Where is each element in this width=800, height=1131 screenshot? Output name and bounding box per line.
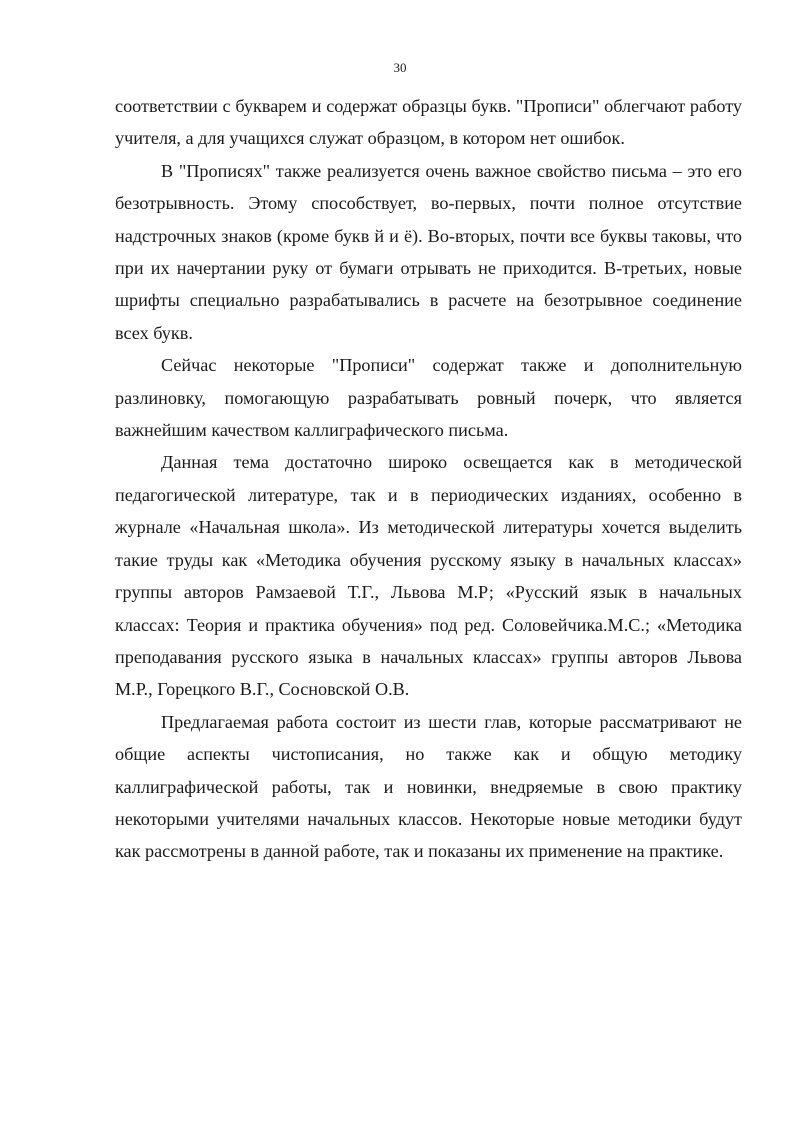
paragraph-continuation: соответствии с букварем и содержат образцы букв. "Прописи" облегчают работу учителя, а для учащихся служат образцом, в котором нет ошибок. <box>115 96 742 149</box>
paragraph-work-structure: Предлагаемая работа состоит из шести глав, которые рассматривают не общие аспекты чистописания, но также как и общую методику каллиграфической работы, так и новинки, внедряемые в свою практику некоторыми учителями начальных классов. Некоторые новые методики будут как рассмотрены в данной работе, так и показаны их применение на практике. <box>115 711 742 862</box>
paragraph-literature-review: Данная тема достаточно широко освещается как в методической педагогической литературе, так и в периодических изданиях, особенно в журнале «Начальная школа». Из методической литературы хочется выделить такие труды как «Методика обучения русскому языку в начальных классах» группы авторов Рамзаевой Т.Г., Львова М.Р; «Русский язык в начальных классах: Теория и практика обучения» под ред. Соловейчика.М.С.; «Методика преподавания русского языка в начальных классах» группы авторов Львова М.Р., Горецкого В.Г., Сосновской О.В. <box>115 452 742 700</box>
paragraph-propisi-continuity: В "Прописях" также реализуется очень важное свойство письма – это его безотрывность. Этому способствует, во-первых, почти полное отсутствие надстрочных знаков (кроме букв й и ё). Во-вторых, почти все буквы таковы, что при их начертании руку от бумаги отрывать не приходится. В-третьих, новые шрифты специально разрабатывались в расчете на безотрывное соединение всех букв. <box>115 160 742 343</box>
page-number: 30 <box>393 60 407 75</box>
text-body <box>115 90 742 868</box>
paragraph-additional-ruling: Сейчас некоторые "Прописи" содержат также и дополнительную разлиновку, помогающую разрабатывать ровный почерк, что является важнейшим качеством каллиграфического письма. <box>115 355 742 441</box>
